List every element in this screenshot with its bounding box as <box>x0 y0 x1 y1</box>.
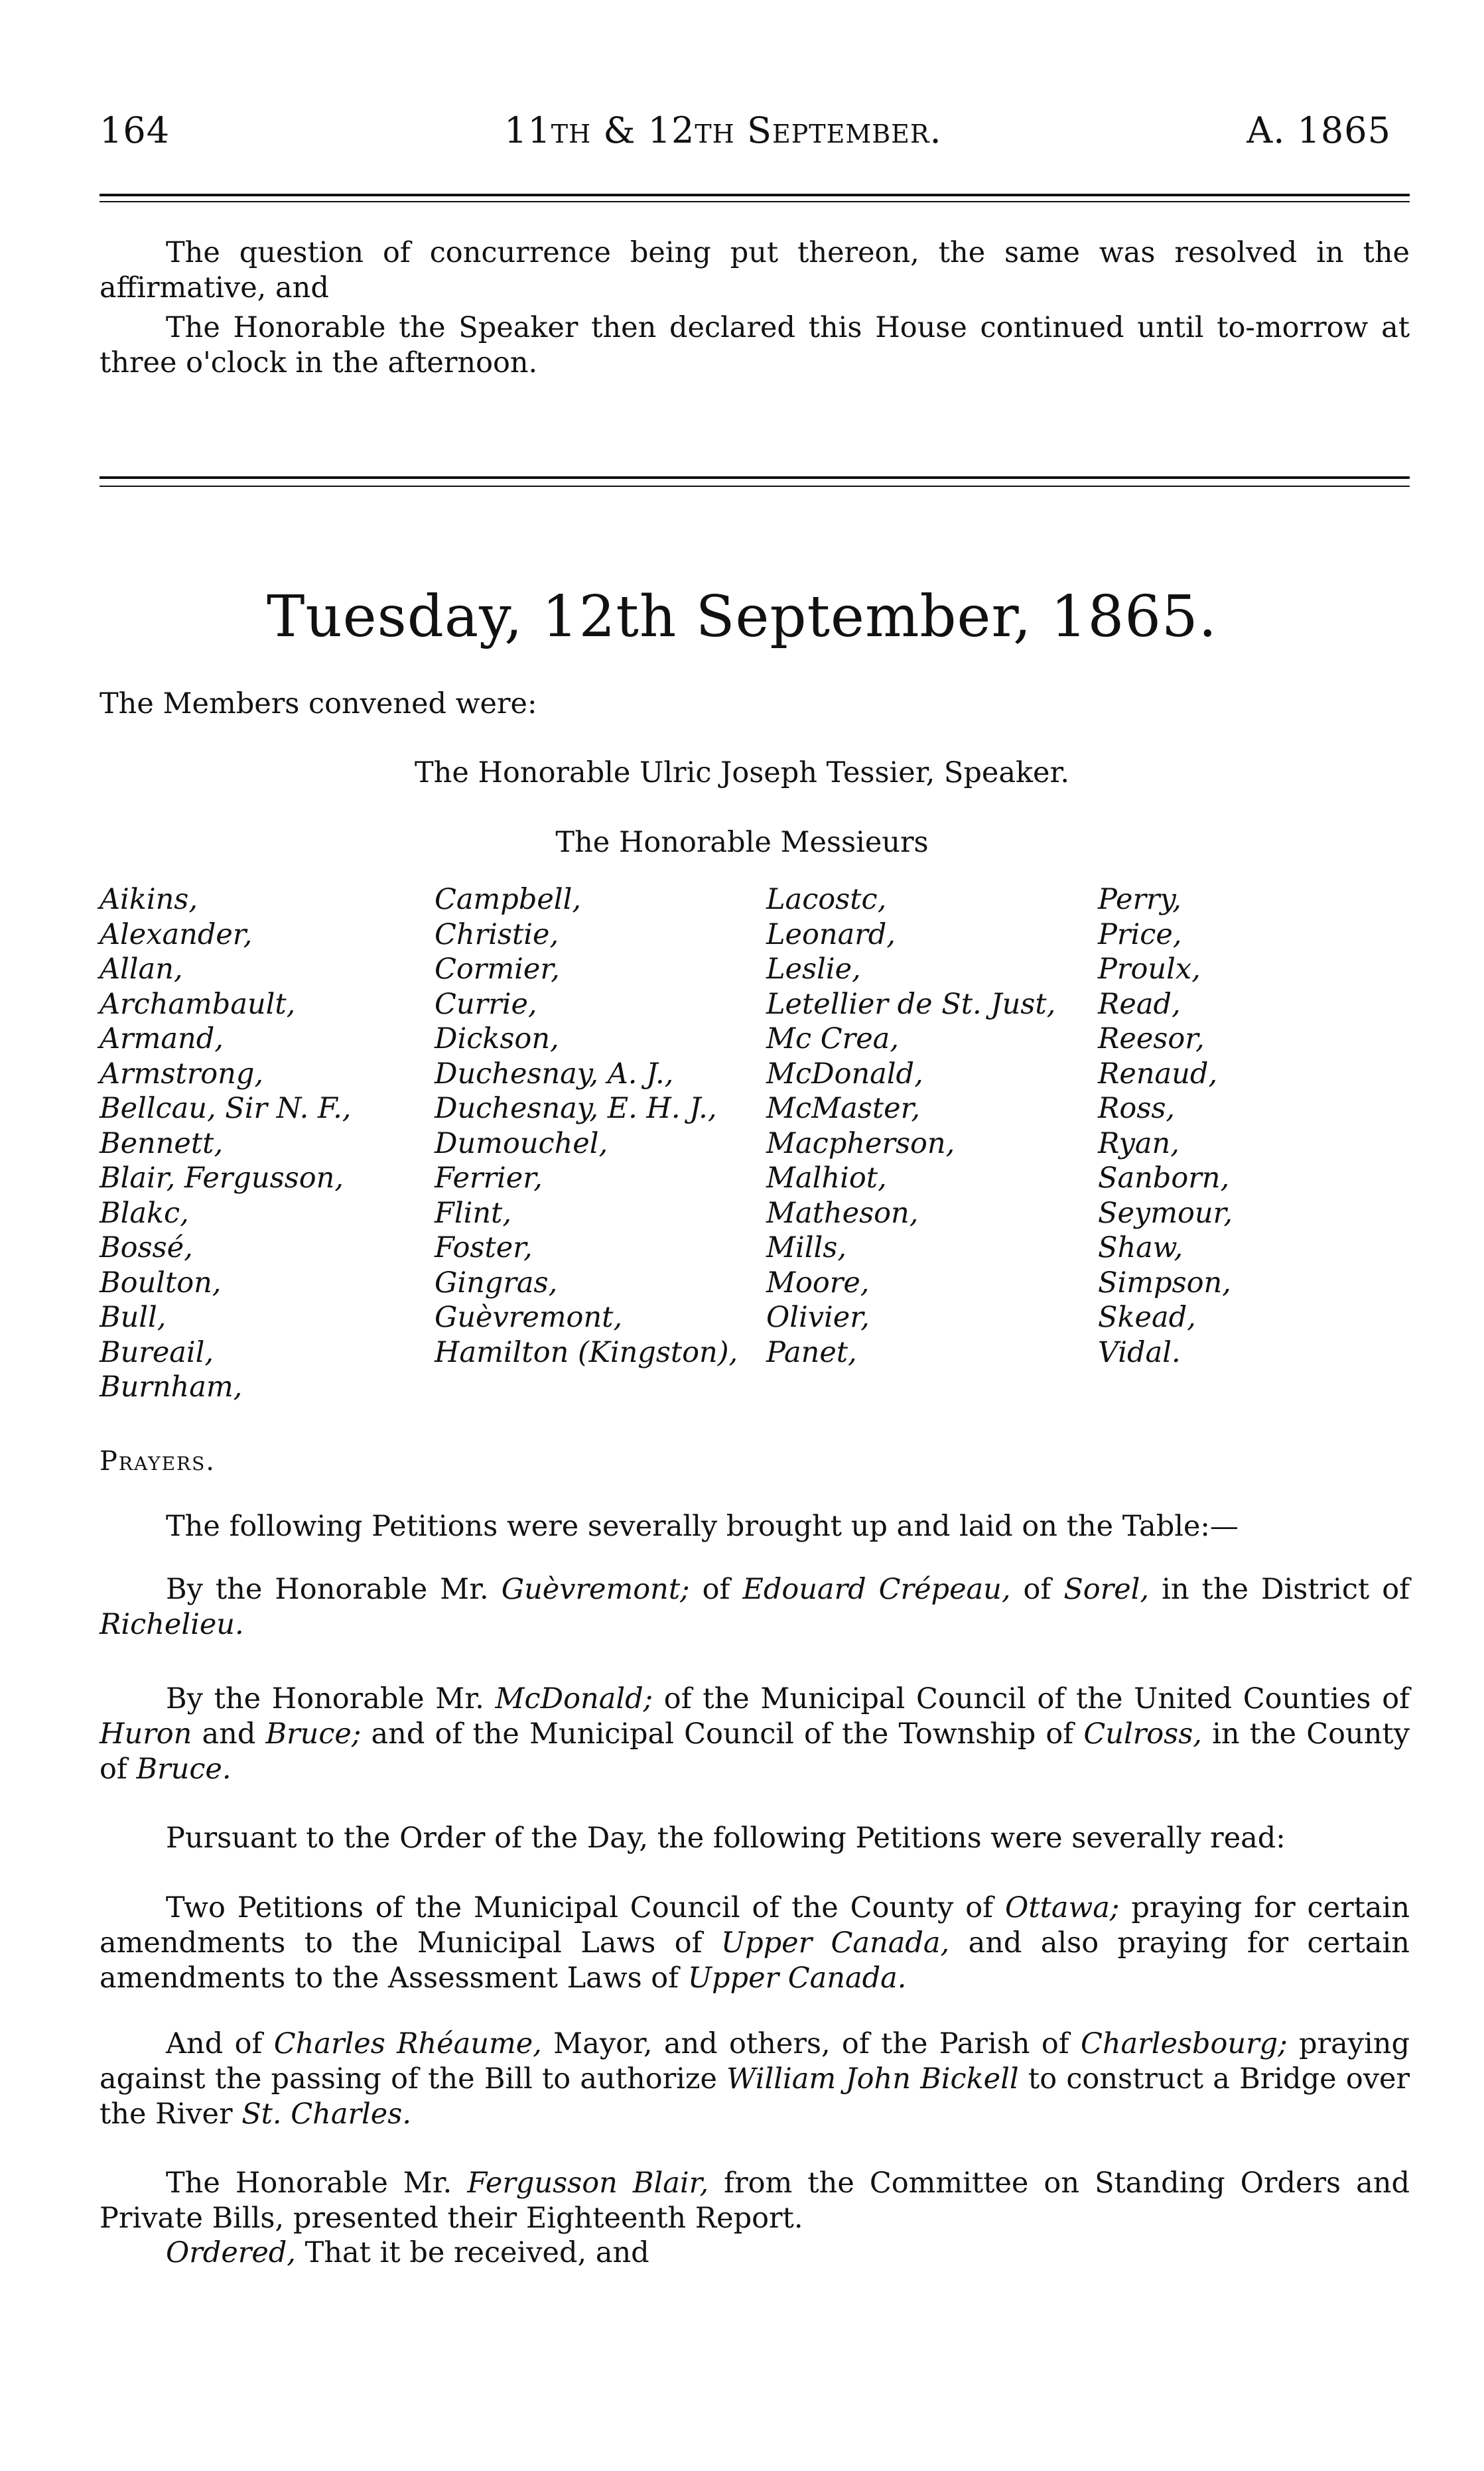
member-name: Gingras, <box>435 1266 558 1300</box>
member-name: Ryan, <box>1098 1126 1180 1160</box>
petition-mcdonald: By the Honorable Mr. McDonald; of the Municipal Council of the United Counties of Huron and Bruce; and of the Municipal Council of the Township of Culross, in the County of Bruce. <box>100 1682 1410 1786</box>
member-name: Archambault, <box>100 987 296 1021</box>
member-name: Mc Crea, <box>766 1022 899 1055</box>
member-name: Renaud, <box>1098 1057 1218 1091</box>
member-name: Macpherson, <box>766 1126 955 1160</box>
member-name: Proulx, <box>1098 953 1201 986</box>
member-name: Read, <box>1098 987 1181 1021</box>
member-name: Olivier, <box>766 1301 870 1334</box>
member-name: Flint, <box>435 1196 511 1230</box>
member-name: Ross, <box>1098 1092 1176 1125</box>
adjournment-paragraph: The Honorable the Speaker then declared this House continued until to-morrow at three o'clock in the afternoon. <box>100 311 1410 379</box>
member-name: Hamilton (Kingston), <box>435 1335 738 1369</box>
petition-ottawa: Two Petitions of the Municipal Council of the County of Ottawa; praying for certain amendments to the Municipal Laws of Upper Canada, and also praying for certain amendments to the Assessment Laws of Upper Canada. <box>100 1891 1410 1995</box>
member-name: Campbell, <box>435 883 581 916</box>
members-convened: The Members convened were: <box>100 687 537 720</box>
petition-guevremont: By the Honorable Mr. Guèvremont; of Edouard Crépeau, of Sorel, in the District of Richelieu. <box>100 1573 1410 1641</box>
member-name: Malhiot, <box>766 1162 887 1195</box>
members-column-3 <box>766 882 1055 1370</box>
header-rule-thin <box>100 201 1410 202</box>
member-name: Mills, <box>766 1231 847 1264</box>
member-name: Skead, <box>1098 1301 1196 1334</box>
running-head <box>100 109 1418 163</box>
member-name: Currie, <box>435 987 537 1021</box>
speaker-line-text: The Honorable Ulric Joseph Tessier, Speaker. <box>415 756 1069 789</box>
member-name: Alexander, <box>100 917 253 951</box>
member-name: Letellier de St. Just, <box>766 987 1056 1021</box>
member-name: Aikins, <box>100 883 198 916</box>
member-name: Sanborn, <box>1098 1162 1230 1195</box>
member-name: Foster, <box>435 1231 533 1264</box>
petitions-intro: The following Petitions were severally brought up and laid on the Table:— <box>166 1510 1239 1543</box>
honorable-messieurs: The Honorable Messieurs <box>555 826 929 859</box>
member-name: McDonald, <box>766 1057 923 1091</box>
member-name: Leslie, <box>766 953 861 986</box>
member-name: Bureail, <box>100 1335 214 1369</box>
petitions-read-intro: Pursuant to the Order of the Day, the following Petitions were severally read: <box>166 1822 1286 1855</box>
member-name: Duchesnay, A. J., <box>435 1057 674 1091</box>
member-name: Armand, <box>100 1022 224 1055</box>
member-name: Leonard, <box>766 917 896 951</box>
member-name: Boulton, <box>100 1266 222 1300</box>
member-name: Guèvremont, <box>435 1301 623 1334</box>
member-name: Lacostc, <box>766 883 887 916</box>
member-name: Duchesnay, E. H. J., <box>435 1092 717 1125</box>
running-head-title: 11th & 12th September. <box>504 109 942 151</box>
member-name: Perry, <box>1098 883 1181 916</box>
member-name: Bellcau, Sir N. F., <box>100 1092 352 1125</box>
member-name: Burnham, <box>100 1370 243 1404</box>
day-heading: Tuesday, 12th September, 1865. <box>266 584 1217 650</box>
members-column-4 <box>1098 882 1233 1370</box>
speaker-line <box>0 756 1484 789</box>
member-name: Price, <box>1098 917 1182 951</box>
member-name: Matheson, <box>766 1196 919 1230</box>
header-rule-thick <box>100 194 1410 196</box>
members-column-1 <box>100 882 351 1405</box>
committee-report: The Honorable Mr. Fergusson Blair, from the Committee on Standing Orders and Private Bills, presented their Eighteenth Report. <box>100 2167 1410 2235</box>
running-head-year: A. 1865 <box>1247 109 1391 151</box>
member-name: Bull, <box>100 1301 167 1334</box>
member-name: Allan, <box>100 953 183 986</box>
member-name: Cormier, <box>435 953 560 986</box>
section-rule-thick <box>100 476 1410 479</box>
member-name: Christie, <box>435 917 559 951</box>
member-name: Bennett, <box>100 1126 224 1160</box>
petition-rheaume: And of Charles Rhéaume, Mayor, and others, of the Parish of Charlesbourg; praying against the passing of the Bill to authorize William John Bickell to construct a Bridge over the River St. Charles. <box>100 2027 1410 2131</box>
concurrence-paragraph: The question of concurrence being put thereon, the same was resolved in the affirmative, and <box>100 236 1410 304</box>
member-name: Panet, <box>766 1335 857 1369</box>
member-name: Ferrier, <box>435 1162 543 1195</box>
member-name: Blakc, <box>100 1196 189 1230</box>
member-name: Simpson, <box>1098 1266 1231 1300</box>
ordered-line: Ordered, That it be received, and <box>166 2236 649 2269</box>
prayers-heading: Prayers. <box>100 1446 216 1477</box>
member-name: McMaster, <box>766 1092 921 1125</box>
page-number: 164 <box>100 109 170 151</box>
member-name: Reesor, <box>1098 1022 1205 1055</box>
section-rule-thin <box>100 486 1410 487</box>
member-name: Armstrong, <box>100 1057 264 1091</box>
members-list <box>100 882 1413 1413</box>
member-name: Dickson, <box>435 1022 559 1055</box>
member-name: Vidal. <box>1098 1335 1181 1369</box>
members-column-2 <box>435 882 738 1370</box>
member-name: Seymour, <box>1098 1196 1233 1230</box>
member-name: Dumouchel, <box>435 1126 608 1160</box>
member-name: Bossé, <box>100 1231 193 1264</box>
member-name: Shaw, <box>1098 1231 1183 1264</box>
ordered-text: That it be received, and <box>304 2236 649 2269</box>
member-name: Moore, <box>766 1266 870 1300</box>
member-name: Blair, Fergusson, <box>100 1162 344 1195</box>
